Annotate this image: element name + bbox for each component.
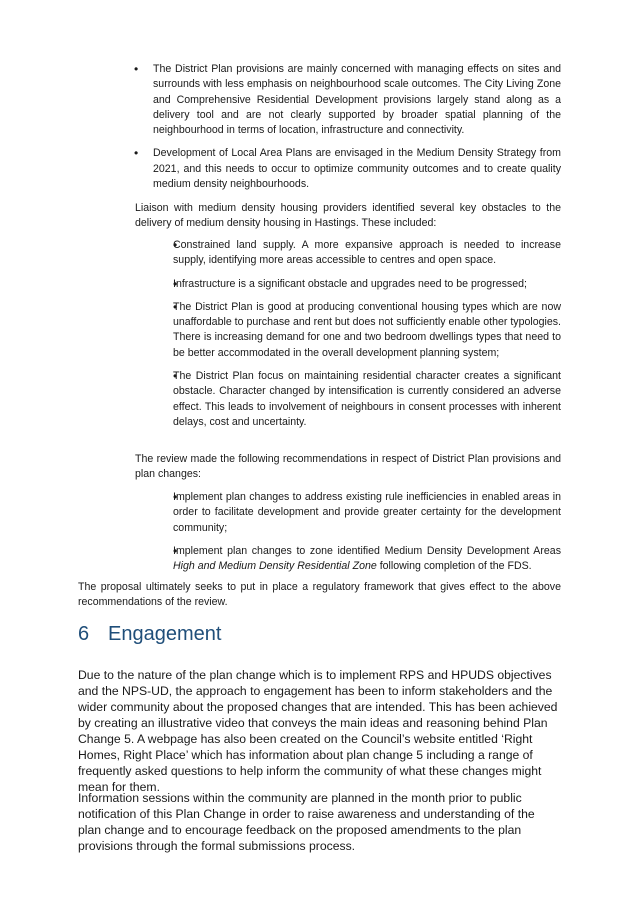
- list-item: [153, 62, 561, 138]
- section-title: Engagement: [108, 623, 222, 645]
- list-item-text: The District Plan is good at producing conventional housing types which are now unaffordable to purchase and rent but does not sufficiently enable other typologies. There is increasing demand for one and two bedroom dwellings types that need to be better accommodated in the overall development planning system;: [173, 300, 561, 359]
- list-item-text-pre: Implement plan changes to zone identified Medium Density Development Areas: [173, 544, 561, 557]
- list-item-text: The District Plan provisions are mainly concerned with managing effects on sites and surrounds with less emphasis on neighbourhood scale outcomes. The City Living Zone and Comprehensive Residential Development provisions largely stand along as a delivery tool and are not clearly supported by broader spatial planning of the neighbourhood in terms of location, infrastructure and connectivity.: [153, 63, 561, 137]
- list-item-text: Implement plan changes to address existing rule inefficiencies in enabled areas in order to facilitate development and provide greater certainty for the development community;: [173, 491, 561, 534]
- list-item: [173, 238, 561, 269]
- zone-name-italic: High and Medium Density Residential Zone: [173, 560, 377, 573]
- list-item: [173, 300, 561, 361]
- paragraph-information-sessions: Information sessions within the community are planned in the month prior to public notification of this Plan Change in order to raise awareness and understanding of the plan change and to encourage feedback on the proposed amendments to the plan provisions through the formal submissions process.: [78, 791, 535, 853]
- list-item-text: The District Plan focus on maintaining residential character creates a significant obstacle. Character changed by intensification is currently considered an adverse effect. This leads to involvement of neighbours in consent processes with inherent delays, cost and uncertainty.: [173, 370, 561, 428]
- list-item-text-post: following completion of the FDS.: [376, 560, 532, 573]
- paragraph-engagement-approach: Due to the nature of the plan change which is to implement RPS and HPUDS objectives and the NPS-UD, the approach to engagement has been to inform stakeholders and the wider community about the proposed changes that are intended. This has been achieved by creating an illustrative video that conveys the main ideas and reasoning behind Plan Change 5. A webpage has also been created on the Council’s website entitled ‘Right Homes, Right Place’ which has information about plan change 5 including a range of frequently asked questions to help inform the community of what these changes might mean for them.: [78, 668, 558, 794]
- paragraph-liaison: Liaison with medium density housing providers identified several key obstacles to the delivery of medium density housing in Hastings. These included:: [135, 202, 561, 230]
- section-heading: [78, 623, 221, 646]
- list-item-text: Constrained land supply. A more expansive approach is needed to increase supply, identifying more areas accessible to centres and open space.: [173, 239, 561, 267]
- list-item: [153, 146, 561, 192]
- bullet-list-district-plan: [153, 62, 561, 192]
- list-item-text: Infrastructure is a significant obstacle and upgrades need to be progressed;: [173, 277, 527, 290]
- list-item: [173, 369, 561, 430]
- section-number: 6: [78, 623, 90, 645]
- list-item: [173, 544, 561, 575]
- bullet-list-obstacles: [173, 238, 561, 430]
- bullet-list-recommendations: [173, 490, 561, 574]
- paragraph-proposal: The proposal ultimately seeks to put in place a regulatory framework that gives effect to the above recommendations of the review.: [78, 581, 561, 609]
- list-item: [173, 490, 561, 536]
- list-item-text: Development of Local Area Plans are envisaged in the Medium Density Strategy from 2021, and this needs to occur to optimize community outcomes and to create quality medium density neighbourhoods.: [153, 147, 561, 191]
- paragraph-review: The review made the following recommendations in respect of District Plan provisions and plan changes:: [135, 453, 561, 481]
- list-item: [173, 277, 561, 292]
